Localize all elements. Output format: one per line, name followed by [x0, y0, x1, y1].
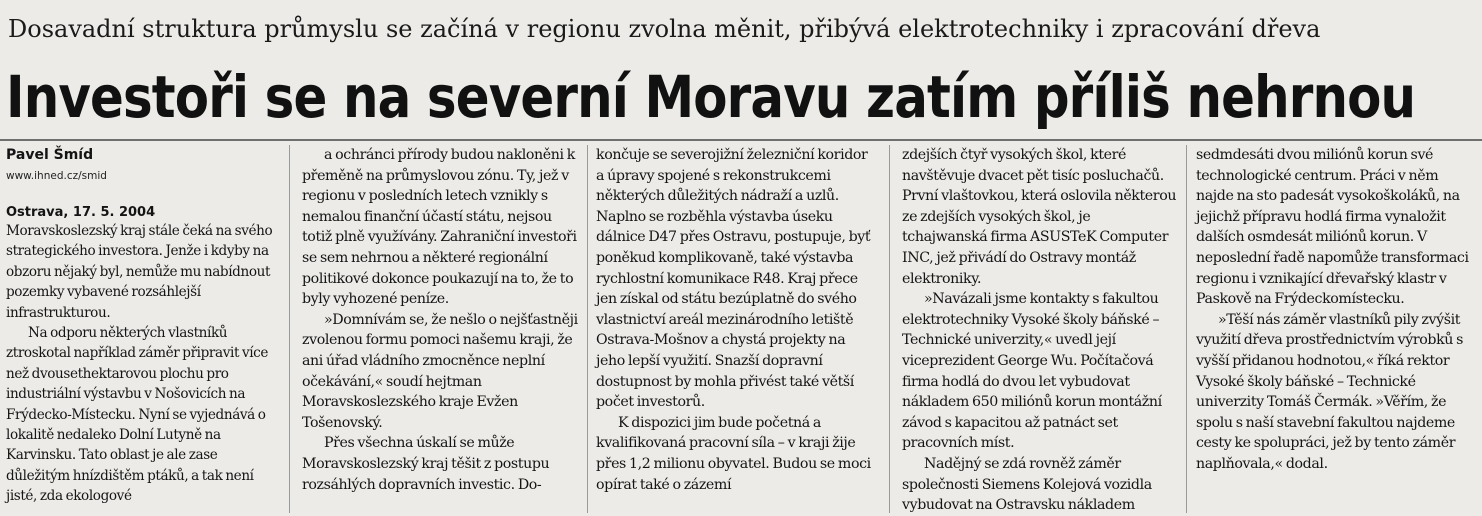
- column-divider: [289, 145, 290, 513]
- article-kicker: Dosavadní struktura průmyslu se začíná v regionu zvolna měnit, přibývá elektrotechniky i zpracování dřeva: [8, 15, 1321, 43]
- body-paragraph: a ochránci přírody budou nakloněni k přeměně na průmyslovou zónu. Ty, jež v regionu v posledních letech vznikly s nemalou finanční účastí státu, nejsou totiž plně využívány. Zahraniční investoři se sem nehrnou a některé regionální politikové dokonce poukazují na to, že to byly vyhozené peníze.: [302, 147, 577, 308]
- body-paragraph: sedmdesáti dvou miliónů korun své technologické centrum. Práci v něm najde na sto padesát vysokoškoláků, na jejichž přípravu hodlá firma vynaložit dalších osmdesát miliónů korun. V neposlední řadě napomůže transformaci regionu i vznikající dřevařský klastr v Paskově na Frýdeckomístecku.: [1196, 147, 1469, 308]
- article-headline: Investoři se na severní Moravu zatím příliš nehrnou: [6, 63, 1416, 131]
- text-column-1: [6, 145, 280, 507]
- body-paragraph: končuje se severojižní železniční koridor a úpravy spojené s rekonstrukcemi některých důležitých nádraží a uzlů. Naplno se rozběhla výstavba úseku dálnice D47 přes Ostravu, postupuje, byť poněkud komplikovaně, také výstavba rychlostní komunikace R48. Kraj přece jen získal od státu bezúplatně do svého vlastnictví areál mezinárodního letiště Ostrava-Mošnov a chystá projekty na jeho lepší využití. Snazší dopravní dostupnost by mohla přivést také větší počet investorů.: [596, 147, 871, 411]
- text-column-5: [1196, 145, 1474, 475]
- body-paragraph: K dispozici jim bude početná a kvalifikovaná pracovní síla – v kraji žije přes 1,2 milionu obyvatel. Budou se moci opírat také o zázemí: [596, 414, 871, 493]
- body-paragraph: »Těší nás záměr vlastníků pily zvýšit využití dřeva prostřednictvím výrobků s vyšší přidanou hodnotou,« říká rektor Vysoké školy báňské – Technické univerzity Tomáš Čermák. »Věřím, že spolu s naší stavební fakultou najdeme cesty ke spolupráci, jež by tento záměr naplňovala,« dodal.: [1196, 311, 1464, 472]
- author-web-link[interactable]: www.ihned.cz/smid: [6, 170, 107, 182]
- body-paragraph: Nadějný se zdá rovněž záměr společnosti Siemens Kolejová vozidla vybudovat na Ostravsku nákladem: [902, 455, 1152, 514]
- body-paragraph: Moravskoslezský kraj stále čeká na svého strategického investora. Jenže i kdyby na obzoru nějaký byl, nemůže mu nabídnout pozemky vybavené rozsáhlejší infrastrukturou.: [6, 223, 273, 321]
- column-divider: [1186, 145, 1187, 513]
- text-column-2: [302, 145, 578, 495]
- article-author: Pavel Šmíd: [6, 147, 94, 163]
- body-paragraph: Na odporu některých vlastníků ztroskotal například záměr připravit více než dvousethektarovou plochu pro industriální výstavbu v Nošovicích na Frýdecko-Místecku. Nyní se vyjednává o lokalitě nedaleko Dolní Lutyně na Karvinsku. Tato oblast je ale zase důležitým hnízdištěm ptáků, a tak není jisté, zda ekologové: [6, 325, 269, 505]
- column-divider: [889, 145, 890, 513]
- text-column-3: [596, 145, 874, 495]
- article-dateline: Ostrava, 17. 5. 2004: [6, 205, 156, 220]
- headline-rule: [0, 139, 1482, 141]
- body-paragraph: Přes všechna úskalí se může Moravskoslezský kraj těšit z postupu rozsáhlých dopravních investic. Do-: [302, 435, 550, 493]
- column-divider: [587, 145, 588, 513]
- body-paragraph: »Navázali jsme kontakty s fakultou elektrotechniky Vysoké školy báňské – Technické univerzity,« uvedl její viceprezident George Wu. Počítačová firma hodlá do dvou let vybudovat nákladem 650 miliónů korun montážní závod s kapacitou až patnáct set pracovních míst.: [902, 291, 1162, 452]
- body-paragraph: zdejších čtyř vysokých škol, které navštěvuje dvacet pět tisíc posluchačů. První vlaštovkou, která oslovila některou ze zdejších vysokých škol, je tchajwanská firma ASUSTeK Computer INC, jež přivádí do Ostravy montáž elektroniky.: [902, 147, 1177, 287]
- body-paragraph: »Domnívám se, že nešlo o nejšťastněji zvolenou formu pomoci našemu kraji, že ani úřad vládního zmocněnce neplní očekávání,« soudí hejtman Moravskoslezského kraje Evžen Tošenovský.: [302, 311, 578, 431]
- text-column-4: [902, 145, 1178, 516]
